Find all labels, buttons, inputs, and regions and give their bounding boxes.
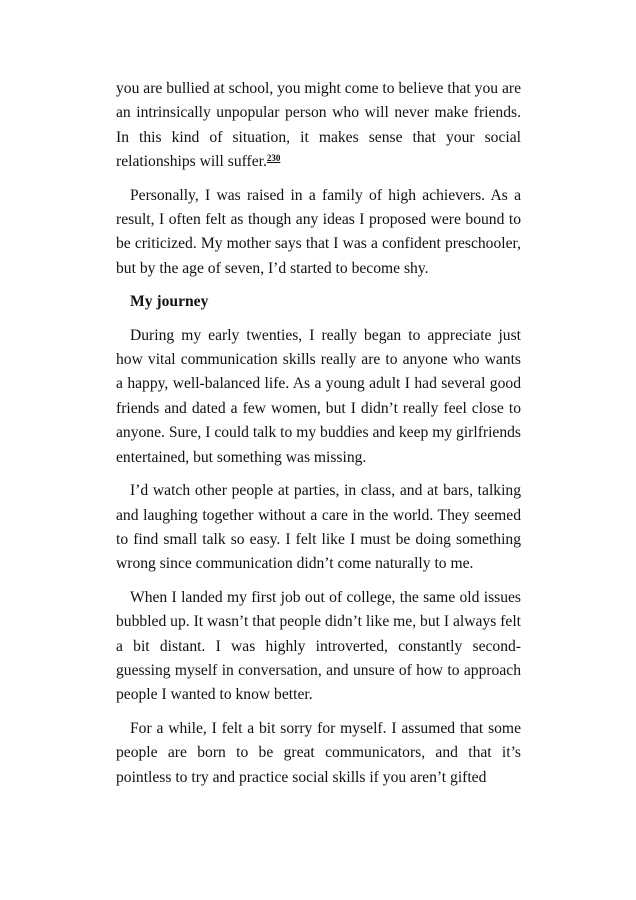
paragraph-twenties: During my early twenties, I really began to appreciate just how vital communication skills really are to anyone who wants a happy, well-balanced life. As a young adult I had several good friends and dated a few women, but I didn’t really feel close to anyone. Sure, I could talk to my buddies and keep my girlfriends entertained, but something was missing.: [116, 326, 521, 466]
footnote-reference-link[interactable]: 230: [266, 153, 281, 164]
paragraph-bullied-text: you are bullied at school, you might come to believe that you are an intrinsically unpopular person who will never make friends. In this kind of situation, it makes sense that your social relationships will suffer.: [116, 80, 521, 171]
paragraph-first-job: When I landed my first job out of college, the same old issues bubbled up. It wasn’t that people didn’t like me, but I always felt a bit distant. I was highly introverted, constantly second-guessing myself in conversation, and unsure of how to approach people I wanted to know better.: [116, 588, 521, 704]
paragraph-bullied: [116, 77, 521, 175]
paragraph-parties: I’d watch other people at parties, in class, and at bars, talking and laughing together without a care in the world. They seemed to find small talk so easy. I felt like I must be doing something wrong since communication didn’t come naturally to me.: [116, 482, 521, 573]
section-heading: My journey: [130, 293, 209, 311]
paragraph-continues-wrapper: [116, 717, 521, 789]
book-page: [116, 77, 521, 789]
paragraph-sorry: For a while, I felt a bit sorry for myself. I assumed that some people are born to be great communicators, and that it’s pointless to try and practice social skills if you aren’t gifted: [116, 719, 521, 786]
paragraph-family: Personally, I was raised in a family of high achievers. As a result, I often felt as though any ideas I proposed were bound to be criticized. My mother says that I was a confident preschooler, but by the age of seven, I’d started to become shy.: [116, 186, 521, 277]
